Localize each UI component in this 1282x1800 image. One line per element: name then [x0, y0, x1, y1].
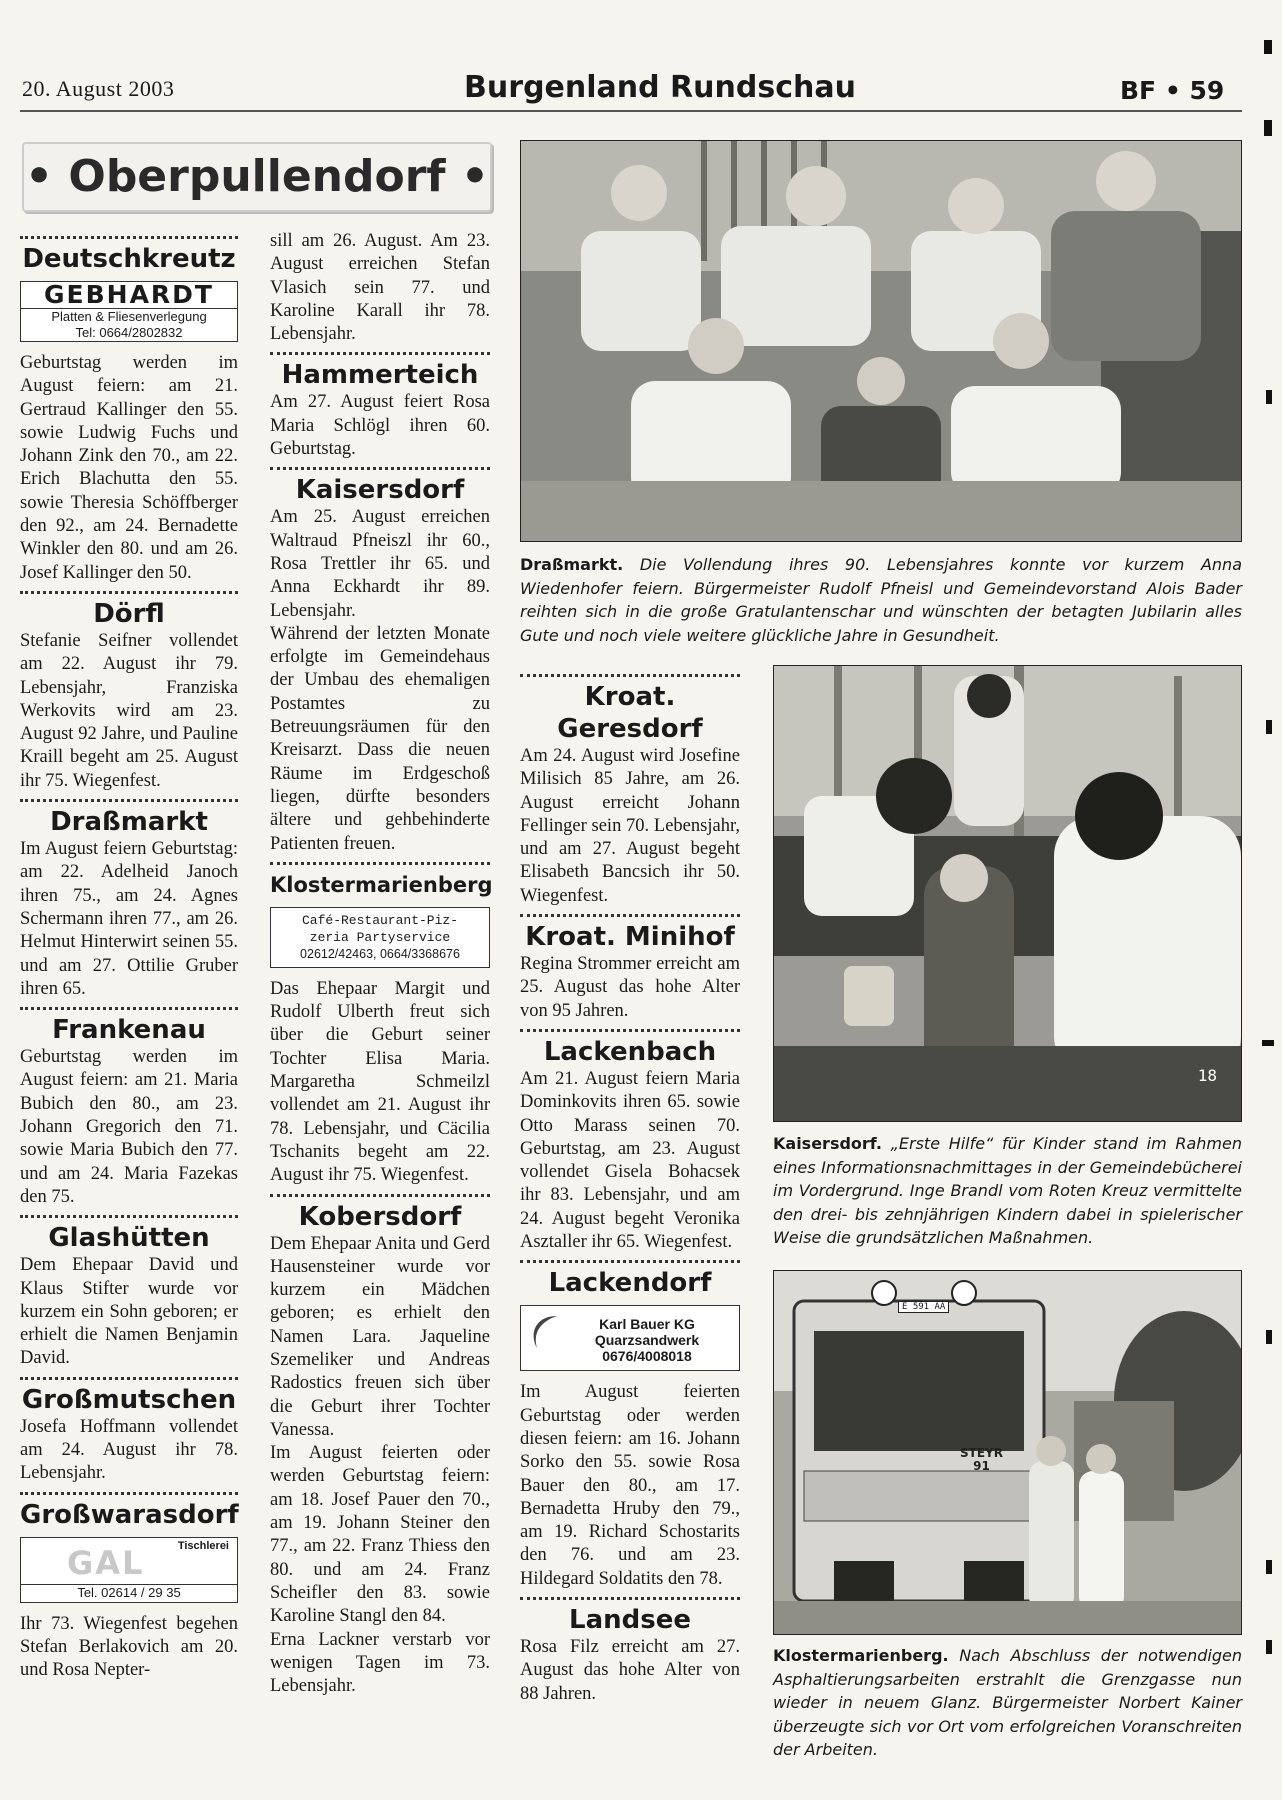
- ad-cafe-restaurant: [270, 907, 490, 968]
- text-lackenbach: Am 21. August feiern Maria Dominkovits ihren 65. sowie Otto Marass seinen 70. Geburtstag, am 23. August vollendet Gisela Bohacsek ihr 83. Lebensjahr, und am 24. August begeht Veronika Asztaller ihr 65. Wiegenfest.: [520, 1068, 740, 1253]
- scan-mark: [1266, 1330, 1272, 1344]
- text-kroat-minihof: Regina Strommer erreicht am 25. August das hohe Alter von 95 Jahren.: [520, 954, 740, 1021]
- ad-gebhardt-name: GEBHARDT: [21, 282, 237, 309]
- heading-klostermarienberg: Klostermarienberg: [270, 872, 493, 897]
- scan-mark: [1266, 1640, 1272, 1654]
- column-1: [20, 230, 238, 1682]
- text-hammerteich: Am 27. August feiert Rosa Maria Schlögl ihren 60. Geburtstag.: [270, 392, 490, 460]
- caption-drassmarkt-text: Die Vollendung ihres 90. Lebensjahres konnte vor kurzem Anna Wiedenhofer feiern. Bürgermeister Rudolf Pfneisl und Gemeindevorstand Alois Bader reihten sich in die große Gratulantenschar und wünschten der betagten Jubilarin alles Gute und noch viele weitere glückliche Jahre in Gesundheit.: [520, 555, 1242, 645]
- heading-kobersdorf: Kobersdorf: [298, 1201, 462, 1232]
- scan-mark: [1262, 1040, 1274, 1046]
- heading-glashuetten: Glashütten: [48, 1223, 210, 1254]
- truck-number: 91: [973, 1459, 990, 1473]
- dotted-divider: [20, 1007, 238, 1010]
- ad-karl-bauer-tel: 0676/4008018: [602, 1348, 692, 1365]
- photo-drassmarkt: [520, 140, 1242, 542]
- heading-drassmarkt: Draßmarkt: [50, 807, 208, 838]
- heading-kroat-geresdorf: Kroat. Geresdorf: [557, 682, 703, 744]
- heading-lackenbach: Lackenbach: [543, 1036, 717, 1067]
- dotted-divider: [270, 862, 490, 865]
- truck-license-plate: E 591 AA: [898, 1301, 949, 1313]
- caption-kaisersdorf: [773, 1132, 1242, 1250]
- swoosh-icon: [527, 1312, 561, 1352]
- ad-gal-top: Tischlerei: [177, 1539, 229, 1552]
- ad-karl-bauer-line1: Karl Bauer KG: [599, 1316, 695, 1333]
- caption-klostermarienberg-text: Nach Abschluss der notwendigen Asphaltierungsarbeiten erstrahlt die Grenzgasse nun wieder in neuem Glanz. Bürgermeister Norbert Kainer überzeugte sich vor Ort vom erfolgreichen Voranschreiten der Arbeiten.: [773, 1646, 1242, 1759]
- caption-klostermarienberg-lead: Klostermarienberg.: [773, 1646, 949, 1665]
- dotted-divider: [520, 914, 740, 917]
- heading-grossmutschen: Großmutschen: [21, 1384, 237, 1415]
- heading-kaisersdorf: Kaisersdorf: [295, 475, 465, 506]
- heading-doerfl: Dörfl: [93, 598, 165, 629]
- dotted-divider: [270, 1194, 490, 1197]
- ad-gebhardt-line1: Platten & Fliesenverlegung: [51, 309, 207, 324]
- column-3: [520, 668, 740, 1706]
- heading-hammerteich: Hammerteich: [281, 360, 479, 391]
- heading-kroat-minihof: Kroat. Minihof: [525, 922, 735, 953]
- ad-gebhardt-tel: Tel: 0664/2802832: [75, 325, 183, 340]
- text-drassmarkt: Im August feiern Geburtstag: am 22. Adelheid Janoch ihren 75., am 24. Agnes Schermann ihren 77., am 26. Helmut Hinterwirt seinen 55. und am 27. Ottilie Gruber ihren 65.: [20, 839, 238, 999]
- scan-mark: [1266, 1560, 1272, 1574]
- text-kobersdorf-1: Dem Ehepaar Anita und Gerd Hausensteiner wurde vor kurzem ein Mädchen geboren; es erhielt den Namen Lara. Jaqueline Szemeliker und Andreas Radostics freuen sich über die Geburt ihrer Tochter Vanessa.: [270, 1233, 490, 1440]
- dotted-divider: [520, 674, 740, 677]
- text-kobersdorf-2: Im August feierten oder werden Geburtstag feiern: am 18. Josef Pauer den 70., am 19. Johann Steiner den 77., am 22. Franz Thiess den 80. und am 24. Franz Scheifler den 83. sowie Karoline Stangl den 84.: [270, 1443, 490, 1627]
- ad-cafe-line1: Café-Restaurant-Piz-: [301, 912, 459, 928]
- photo-klostermarienberg: [773, 1270, 1242, 1635]
- truck-brand: STEYR: [960, 1446, 1003, 1460]
- dotted-divider: [20, 799, 238, 802]
- ad-tischlerei-gal: [20, 1537, 238, 1603]
- newspaper-title: Burgenland Rundschau: [464, 70, 856, 105]
- heading-lackendorf: Lackendorf: [548, 1268, 712, 1299]
- text-klostermarienberg: Das Ehepaar Margit und Rudolf Ulberth freut sich über die Geburt seiner Tochter Elisa Maria. Margaretha Schmeilzl vollendet am 21. August ihr 78. Lebensjahr, und Cäcilia Tschanits begeht am 22. August ihr 75. Wiegenfest.: [270, 978, 490, 1186]
- heading-landsee: Landsee: [569, 1605, 691, 1636]
- page-number: BF • 59: [1120, 76, 1225, 105]
- issue-date: 20. August 2003: [22, 76, 175, 101]
- column-2: [270, 230, 493, 1698]
- ad-gal-tel: Tel. 02614 / 29 35: [21, 1584, 237, 1600]
- dotted-divider: [20, 591, 238, 594]
- ad-karl-bauer: [520, 1305, 740, 1371]
- truck-brand-label: [960, 1447, 1003, 1473]
- photo-kaisersdorf: [773, 665, 1242, 1122]
- text-lackendorf: Im August feierten Geburtstag oder werden diesen feiern: am 16. Johann Sorko den 55. sowie Rosa Bauer den 80., am 17. Bernadetta Hruby den 79., am 19. Richard Schostarits den 76. und am 23. Hildegard Soldatits den 78.: [520, 1382, 740, 1589]
- text-kaisersdorf-2: Während der letzten Monate erfolgte im Gemeindehaus der Umbau des ehemaligen Postamtes zu Betreuungsräumen für den Kreisarzt. Dass die neuen Räume im Erdgeschoß liegen, dürfte besonders ältere und gehbehinderte Patienten freuen.: [270, 623, 490, 854]
- ad-gebhardt: [20, 281, 238, 342]
- heading-deutschkreutz: Deutschkreutz: [22, 244, 236, 274]
- dotted-divider: [20, 236, 238, 239]
- text-continued: sill am 26. August. Am 23. August erreichen Stefan Vlasich sein 77. und Karoline Karall ihr 78. Lebensjahr.: [270, 231, 490, 345]
- text-kobersdorf-3: Erna Lackner verstarb vor wenigen Tagen im 73. Lebensjahr.: [270, 1629, 490, 1697]
- dotted-divider: [520, 1597, 740, 1600]
- text-grosswarasdorf: Ihr 73. Wiegenfest begehen Stefan Berlakovich am 20. und Rosa Nepter-: [20, 1613, 238, 1681]
- dotted-divider: [270, 467, 490, 470]
- text-kroat-geresdorf: Am 24. August wird Josefine Milisich 85 Jahre, am 26. August erreicht Johann Fellinger sein 70. Lebensjahr, und am 27. August begeht Elisabeth Bancsich ihr 50. Wiegenfest.: [520, 746, 740, 906]
- caption-kaisersdorf-text: „Erste Hilfe“ für Kinder stand im Rahmen eines Informationsnachmittages in der Gemeindebücherei im Vordergrund. Inge Brandl vom Roten Kreuz vermittelte den drei- bis zehnjährigen Kindern dabei in spielerischer Weise die grundsätzlichen Maßnahmen.: [773, 1134, 1242, 1247]
- truck-photo-illustration: [774, 1271, 1241, 1634]
- caption-drassmarkt-lead: Draßmarkt.: [520, 555, 624, 574]
- dotted-divider: [520, 1260, 740, 1263]
- dotted-divider: [20, 1377, 238, 1380]
- ad-cafe-line2: zeria Partyservice: [309, 929, 451, 945]
- ad-cafe-tel: 02612/42463, 0664/3368676: [300, 946, 460, 961]
- text-glashuetten: Dem Ehepaar David und Klaus Stifter wurde vor kurzem ein Sohn geboren; er erhielt die Namen Benjamin David.: [20, 1255, 238, 1369]
- dotted-divider: [20, 1215, 238, 1218]
- text-landsee: Rosa Filz erreicht am 27. August das hohe Alter von 88 Jahren.: [520, 1637, 740, 1704]
- heading-frankenau: Frankenau: [52, 1015, 206, 1046]
- text-kaisersdorf-1: Am 25. August erreichen Waltraud Pfneiszl ihr 60., Rosa Trettler ihr 65. und Anna Eckhardt ihr 89. Lebensjahr.: [270, 507, 490, 621]
- caption-kaisersdorf-lead: Kaisersdorf.: [773, 1134, 882, 1153]
- text-grossmutschen: Josefa Hoffmann vollendet am 24. August ihr 78. Lebensjahr.: [20, 1416, 238, 1484]
- group-photo-illustration: [521, 141, 1241, 541]
- dotted-divider: [20, 1492, 238, 1495]
- photo-date-stamp: 18: [1197, 1066, 1217, 1085]
- text-deutschkreutz: Geburtstag werden im August feiern: am 21. Gertraud Kallinger den 55. sowie Ludwig Fuchs und Johann Zink den 70., am 22. Erich Blachutta den 55. sowie Theresia Schöffberger den 92., am 24. Bernadette Winkler den 80. und am 26. Josef Kallinger den 50.: [20, 353, 238, 583]
- text-doerfl: Stefanie Seifner vollendet am 22. August ihr 79. Lebensjahr, Franziska Werkovits wird am 23. August 92 Jahre, und Pauline Kraill begeht am 25. August ihr 75. Wiegenfest.: [20, 630, 238, 791]
- dotted-divider: [520, 1029, 740, 1032]
- caption-klostermarienberg: [773, 1644, 1242, 1762]
- scan-mark: [1266, 390, 1272, 404]
- scan-mark: [1264, 120, 1272, 136]
- dotted-divider: [270, 352, 490, 355]
- heading-grosswarasdorf: Großwarasdorf: [20, 1499, 239, 1530]
- ad-karl-bauer-line2: Quarzsandwerk: [594, 1332, 700, 1349]
- text-frankenau: Geburtstag werden im August feiern: am 21. Maria Bubich den 80., am 23. Johann Gregorich den 71. sowie Maria Bubich den 77. und am 24. Maria Fazekas den 75.: [20, 1047, 238, 1207]
- header-rule: [20, 110, 1242, 112]
- first-aid-photo-illustration: [774, 666, 1241, 1121]
- caption-drassmarkt: [520, 553, 1242, 647]
- scan-mark: [1264, 40, 1272, 54]
- section-banner: • Oberpullendorf •: [22, 142, 492, 212]
- ad-gal-logo: GAL: [67, 1543, 145, 1582]
- scan-mark: [1266, 720, 1272, 734]
